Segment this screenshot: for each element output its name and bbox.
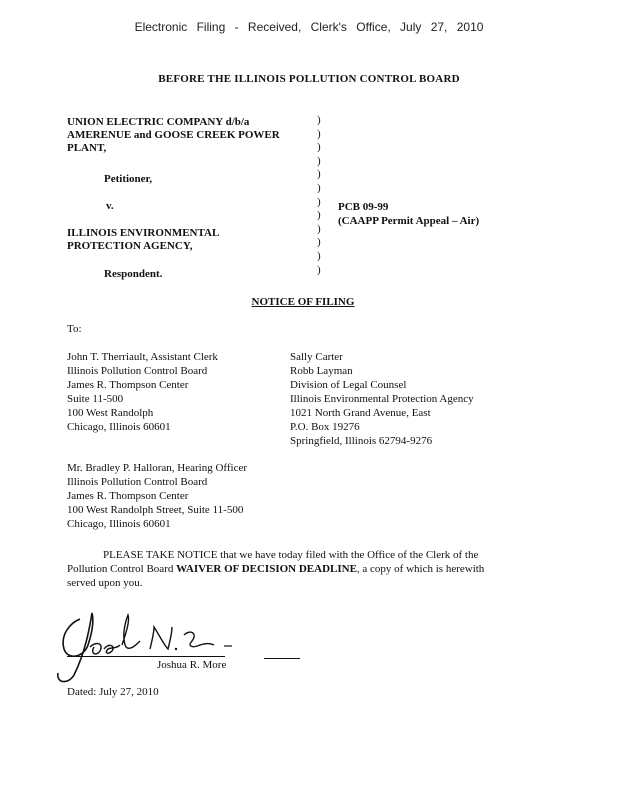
case-number: PCB 09-99 [338,201,389,213]
signature-line [67,656,225,657]
address-line: Division of Legal Counsel [290,379,407,391]
paragraph-line-2 [67,562,484,576]
address-line: 1021 North Grand Avenue, East [290,407,431,419]
recipient-address-agency [290,350,474,448]
filing-header: Electronic Filing - Received, Clerk's Office, July 27, 2010 [134,20,484,34]
recipient-address-hearing-officer [67,461,247,531]
address-line: 100 West Randolph Street, Suite 11-500 [67,504,244,516]
to-label: To: [67,323,82,335]
address-line: Mr. Bradley P. Halloran, Hearing Officer [67,462,248,474]
versus-label: v. [106,200,114,212]
paragraph-text: , a copy of which is herewith [356,563,485,575]
petitioner-line: AMERENUE and GOOSE CREEK POWER [67,129,280,141]
signature-line-extension [264,658,300,659]
respondent-name [67,227,219,253]
paragraph-line-3: served upon you. [67,577,143,589]
address-line: Illinois Pollution Control Board [67,476,208,488]
petitioner-line: UNION ELECTRIC COMPANY d/b/a [67,116,250,128]
case-number-block [338,200,479,228]
signer-name: Joshua R. More [157,659,227,671]
address-line: Illinois Environmental Protection Agency [290,393,474,405]
address-line: Suite 11-500 [67,393,124,405]
respondent-line: PROTECTION AGENCY, [67,240,193,252]
recipient-address-clerk [67,350,218,434]
address-line: Sally Carter [290,351,343,363]
address-line: James R. Thompson Center [67,490,189,502]
petitioner-line: PLANT, [67,142,107,154]
paragraph-text: Pollution Control Board [67,563,177,575]
petitioner-name [67,116,280,155]
address-line: P.O. Box 19276 [290,421,360,433]
notice-paragraph [67,548,484,590]
address-line: Springfield, Illinois 62794-9276 [290,435,433,447]
address-line: Chicago, Illinois 60601 [67,518,171,530]
document-title: BEFORE THE ILLINOIS POLLUTION CONTROL BOARD [158,73,460,85]
petitioner-label: Petitioner, [104,173,153,185]
respondent-label: Respondent. [104,268,163,280]
address-line: Chicago, Illinois 60601 [67,421,171,433]
paragraph-line-1: PLEASE TAKE NOTICE that we have today filed with the Office of the Clerk of the [103,549,479,561]
address-line: John T. Therriault, Assistant Clerk [67,351,218,363]
dated-line: Dated: July 27, 2010 [67,686,159,698]
case-type: (CAAPP Permit Appeal – Air) [338,215,480,227]
respondent-line: ILLINOIS ENVIRONMENTAL [67,227,220,239]
address-line: Illinois Pollution Control Board [67,365,208,377]
address-line: 100 West Randolph [67,407,154,419]
notice-title: NOTICE OF FILING [251,296,355,308]
address-line: Robb Layman [290,365,353,377]
caption-parentheses: ) ) ) ) ) ) ) ) ) ) ) ) [317,114,321,276]
address-line: James R. Thompson Center [67,379,189,391]
document-name: WAIVER OF DECISION DEADLINE [176,563,357,575]
handwritten-signature [50,605,240,685]
